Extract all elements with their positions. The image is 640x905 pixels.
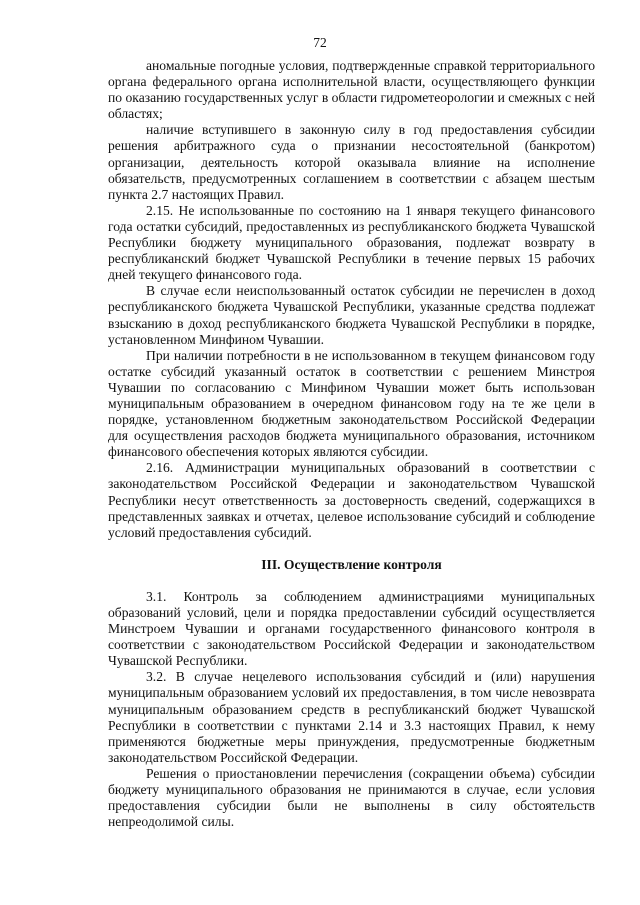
paragraph-balance-need: При наличии потребности в не использованном в текущем финансовом году остатке субсидий указанный остаток в соответствии с решением Минстроя Чувашии по согласованию с Минфином Чувашии может быть использован муниципальным образованием в очередном финансовом году на те же цели в порядке, установленном бюджетным законодательством Российской Федерации для осуществления расходов бюджета муниципального образования, источником финансового обеспечения которых являются субсидии. xyxy=(108,347,595,460)
paragraph-2-15: 2.15. Не использованные по состоянию на 1 января текущего финансового года остатки субсидий, предоставленных из республиканского бюджета Чувашской Республики бюджету муниципального образования, подлежат возврату в республиканский бюджет Чувашской Республики в течение первых 15 рабочих дней текущего финансового года. xyxy=(108,202,595,283)
paragraph-unused-balance: В случае если неиспользованный остаток субсидии не перечислен в доход республиканского бюджета Чувашской Республики, указанные средства подлежат взысканию в доход республиканского бюджета Чувашской Республики в порядке, установленном Минфином Чувашии. xyxy=(108,283,595,347)
section-heading: III. Осуществление контроля xyxy=(261,556,442,572)
page-number: 72 xyxy=(313,35,327,50)
paragraph-2-16: 2.16. Администрации муниципальных образований в соответствии с законодательством Российской Федерации и законодательством Чувашской Республики несут ответственность за достоверность сведений, содержащихся в представленных заявках и отчетах, целевое использование субсидий и соблюдение условий предоставления субсидий. xyxy=(108,460,595,540)
paragraph-3-1: 3.1. Контроль за соблюдением администрациями муниципальных образований условий, цели и порядка предоставлении субсидий осуществляется Минстроем Чувашии и органами государственного финансового контроля в соответствии с законодательством Российской Федерации и законодательством Чувашской Республики. xyxy=(108,588,595,669)
paragraph-force-majeure: Решения о приостановлении перечисления (сокращении объема) субсидии бюджету муниципального образования не принимаются в случае, если условия предоставления субсидии были не выполнены в силу обстоятельств непреодолимой силы. xyxy=(108,765,595,830)
paragraph-weather-conditions: аномальные погодные условия, подтвержденные справкой территориального органа федерального органа исполнительной власти, осуществляющего функции по оказанию государственных услуг в области гидрометеорологии и смежных с ней областях; xyxy=(108,58,595,122)
paragraph-arbitration-decision: наличие вступившего в законную силу в год предоставления субсидии решения арбитражного суда о признании несостоятельной (банкротом) организации, деятельность которой оказывала влияние на исполнение обязательств, предусмотренных соглашением в соответствии с абзацем шестым пункта 2.7 настоящих Правил. xyxy=(108,122,595,202)
paragraph-3-2: 3.2. В случае нецелевого использования субсидий и (или) нарушения муниципальным образованием условий их предоставления, в том числе невозврата муниципальным образованием средств в республиканский бюджет Чувашской Республики в соответствии с пунктами 2.14 и 3.3 настоящих Правил, к нему применяются бюджетные меры принуждения, предусмотренные бюджетным законодательством Российской Федерации. xyxy=(108,669,595,765)
document-body xyxy=(108,58,595,830)
